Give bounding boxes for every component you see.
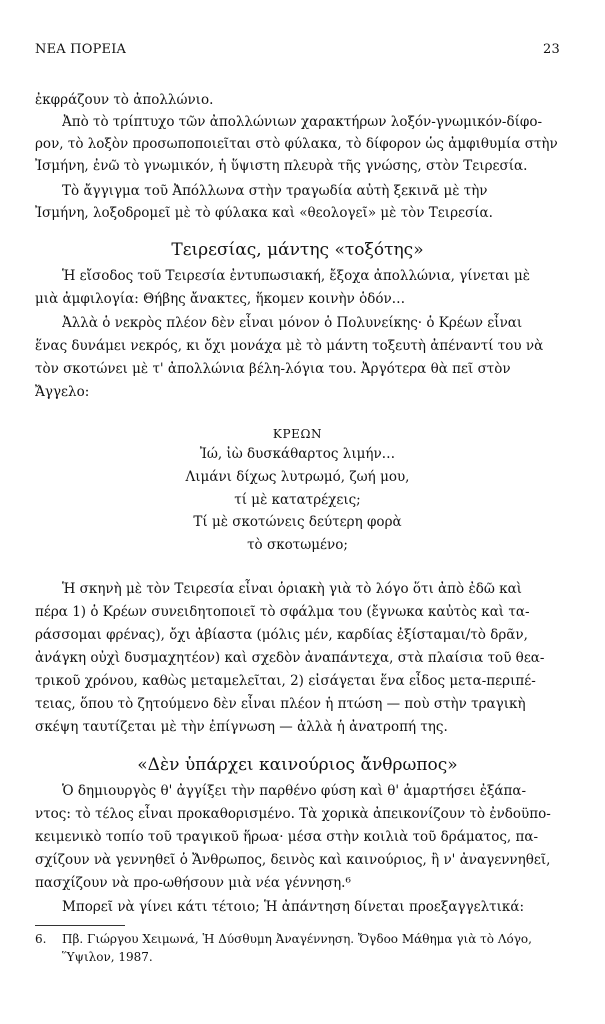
text-line: Ἡ σκηνὴ μὲ τὸν Τειρεσία εἶναι ὁριακὴ γιὰ τὸ λόγο ὅτι ἀπὸ ἐδῶ καὶ bbox=[62, 581, 522, 597]
text-line: Ἰσμήνη, λοξοδρομεῖ μὲ τὸ φύλακα καὶ «θεολογεῖ» μὲ τὸν Τειρεσία. bbox=[35, 205, 493, 221]
footnote-divider bbox=[35, 925, 125, 926]
text-line: ντος: τὸ τέλος εἶναι προκαθορισμένο. Τὰ χορικὰ ἀπεικονίζουν τὸ ἐνδοϋπο- bbox=[35, 806, 551, 822]
page-number: 23 bbox=[543, 42, 560, 57]
text-line: ἀνάγκη οὐχὶ δυσμαχητέον) καὶ σχεδὸν ἀναπάντεχα, στὰ πλαίσια τοῦ θεα- bbox=[35, 650, 545, 666]
footnote-number: 6. bbox=[35, 932, 47, 946]
text-line: Μπορεῖ νὰ γίνει κάτι τέτοιο; Ἡ ἀπάντηση δίνεται προεξαγγελτικά: bbox=[62, 899, 524, 915]
text-line: Ἰσμήνη, ἐνῶ τὸ γνωμικόν, ἡ ὕψιστη πλευρὰ τῆς γνώσης, στὸν Τειρεσία. bbox=[35, 158, 528, 174]
verse-line: Ἰώ, ἰὼ δυσκάθαρτος λιμήν… bbox=[199, 446, 396, 462]
text-line: Ἀπὸ τὸ τρίπτυχο τῶν ἀπολλώνιων χαρακτήρων λοξόν-γνωμικόν-δίφο- bbox=[62, 114, 543, 130]
text-line: τὸν σκοτώνει μὲ τ' ἀπολλώνια βέλη-λόγια του. Ἀργότερα θὰ πεῖ στὸν bbox=[35, 361, 511, 377]
text-line: ράσσομαι φρένας), ὄχι ἀβίαστα (μόλις μέν, καρδίας ἐξίσταμαι/τὸ δρᾶν, bbox=[35, 627, 528, 643]
text-line: τρικοῦ χρόνου, καθὼς μεταμελεῖται, 2) εἰσάγεται ἕνα εἶδος μετα-περιπέ- bbox=[35, 673, 536, 689]
verse-line: Τί μὲ σκοτώνεις δεύτερη φορὰ bbox=[193, 514, 402, 530]
text-line: τειας, ὅπου τὸ ζητούμενο δὲν εἶναι πλέον ἡ πτώση — ποὺ στὴν τραγικὴ bbox=[35, 696, 526, 712]
section-heading: «Δὲν ὑπάρχει καινούριος ἄνθρωπος» bbox=[137, 755, 458, 775]
verse-line: τὸ σκοτωμένο; bbox=[247, 537, 348, 553]
text-line: πασχίζουν νὰ προ-ωθήσουν μιὰ νέα γέννηση.⁶ bbox=[35, 875, 351, 891]
text-line: σχίζουν νὰ γεννηθεῖ ὁ Ἄνθρωπος, δεινὸς καὶ καινούριος, ἢ ν' ἀναγεννηθεῖ, bbox=[35, 852, 551, 868]
verse-line: Λιμάνι δίχως λυτρωμό, ζωή μου, bbox=[185, 469, 410, 485]
text-line: πέρα 1) ὁ Κρέων συνειδητοποιεῖ τὸ σφάλμα του (ἔγνωκα καὐτὸς καὶ τα- bbox=[35, 604, 530, 620]
text-line: σκέψη ταυτίζεται μὲ τὴν ἐπίγνωση — ἀλλὰ ἡ ἀνατροπή της. bbox=[35, 719, 448, 735]
text-line: Τὸ ἄγγιγμα τοῦ Ἀπόλλωνα στὴν τραγωδία αὐτὴ ξεκινᾶ μὲ τὴν bbox=[62, 183, 488, 199]
running-header-title: ΝΕΑ ΠΟΡΕΙΑ bbox=[35, 42, 127, 57]
text-line: Ἡ εἴσοδος τοῦ Τειρεσία ἐντυπωσιακή, ἔξοχα ἀπολλώνια, γίνεται μὲ bbox=[62, 268, 530, 284]
section-heading: Τειρεσίας, μάντης «τοξότης» bbox=[171, 240, 424, 260]
footnote-text: Ὕψιλον, 1987. bbox=[62, 950, 153, 964]
text-line: Ἀλλὰ ὁ νεκρὸς πλέον δὲν εἶναι μόνον ὁ Πολυνείκης· ὁ Κρέων εἶναι bbox=[62, 315, 523, 331]
footnote-text: Πβ. Γιώργου Χειμωνά, Ἡ Δύσθυμη Ἀναγέννηση. Ὄγδοο Μάθημα γιὰ τὸ Λόγο, bbox=[62, 932, 532, 946]
verse-line: τί μὲ κατατρέχεις; bbox=[234, 492, 361, 508]
text-line: ἐκφράζουν τὸ ἀπολλώνιο. bbox=[35, 92, 214, 108]
text-line: ρον, τὸ λοξὸν προσωποποιεῖται στὸ φύλακα, τὸ δίφορον ὡς ἀμφιθυμία στὴν bbox=[35, 136, 558, 152]
text-line: ἕνας δυνάμει νεκρός, κι ὄχι μονάχα μὲ τὸ μάντη τοξευτὴ ἀπέναντί του νὰ bbox=[35, 338, 544, 354]
text-line: μιὰ ἀμφιλογία: Θήβης ἄνακτες, ἥκομεν κοινὴν ὁδόν… bbox=[35, 291, 406, 307]
speaker-name: ΚΡΕΩΝ bbox=[272, 427, 323, 441]
text-line: Ὁ δημιουργὸς θ' ἀγγίξει τὴν παρθένο φύση καὶ θ' ἁμαρτήσει ἐξάπα- bbox=[62, 783, 527, 799]
text-line: Ἄγγελο: bbox=[35, 384, 90, 400]
text-line: κειμενικὸ τοπίο τοῦ τραγικοῦ ἥρωα· μέσα στὴν κοιλιὰ τοῦ δράματος, πα- bbox=[35, 829, 539, 845]
